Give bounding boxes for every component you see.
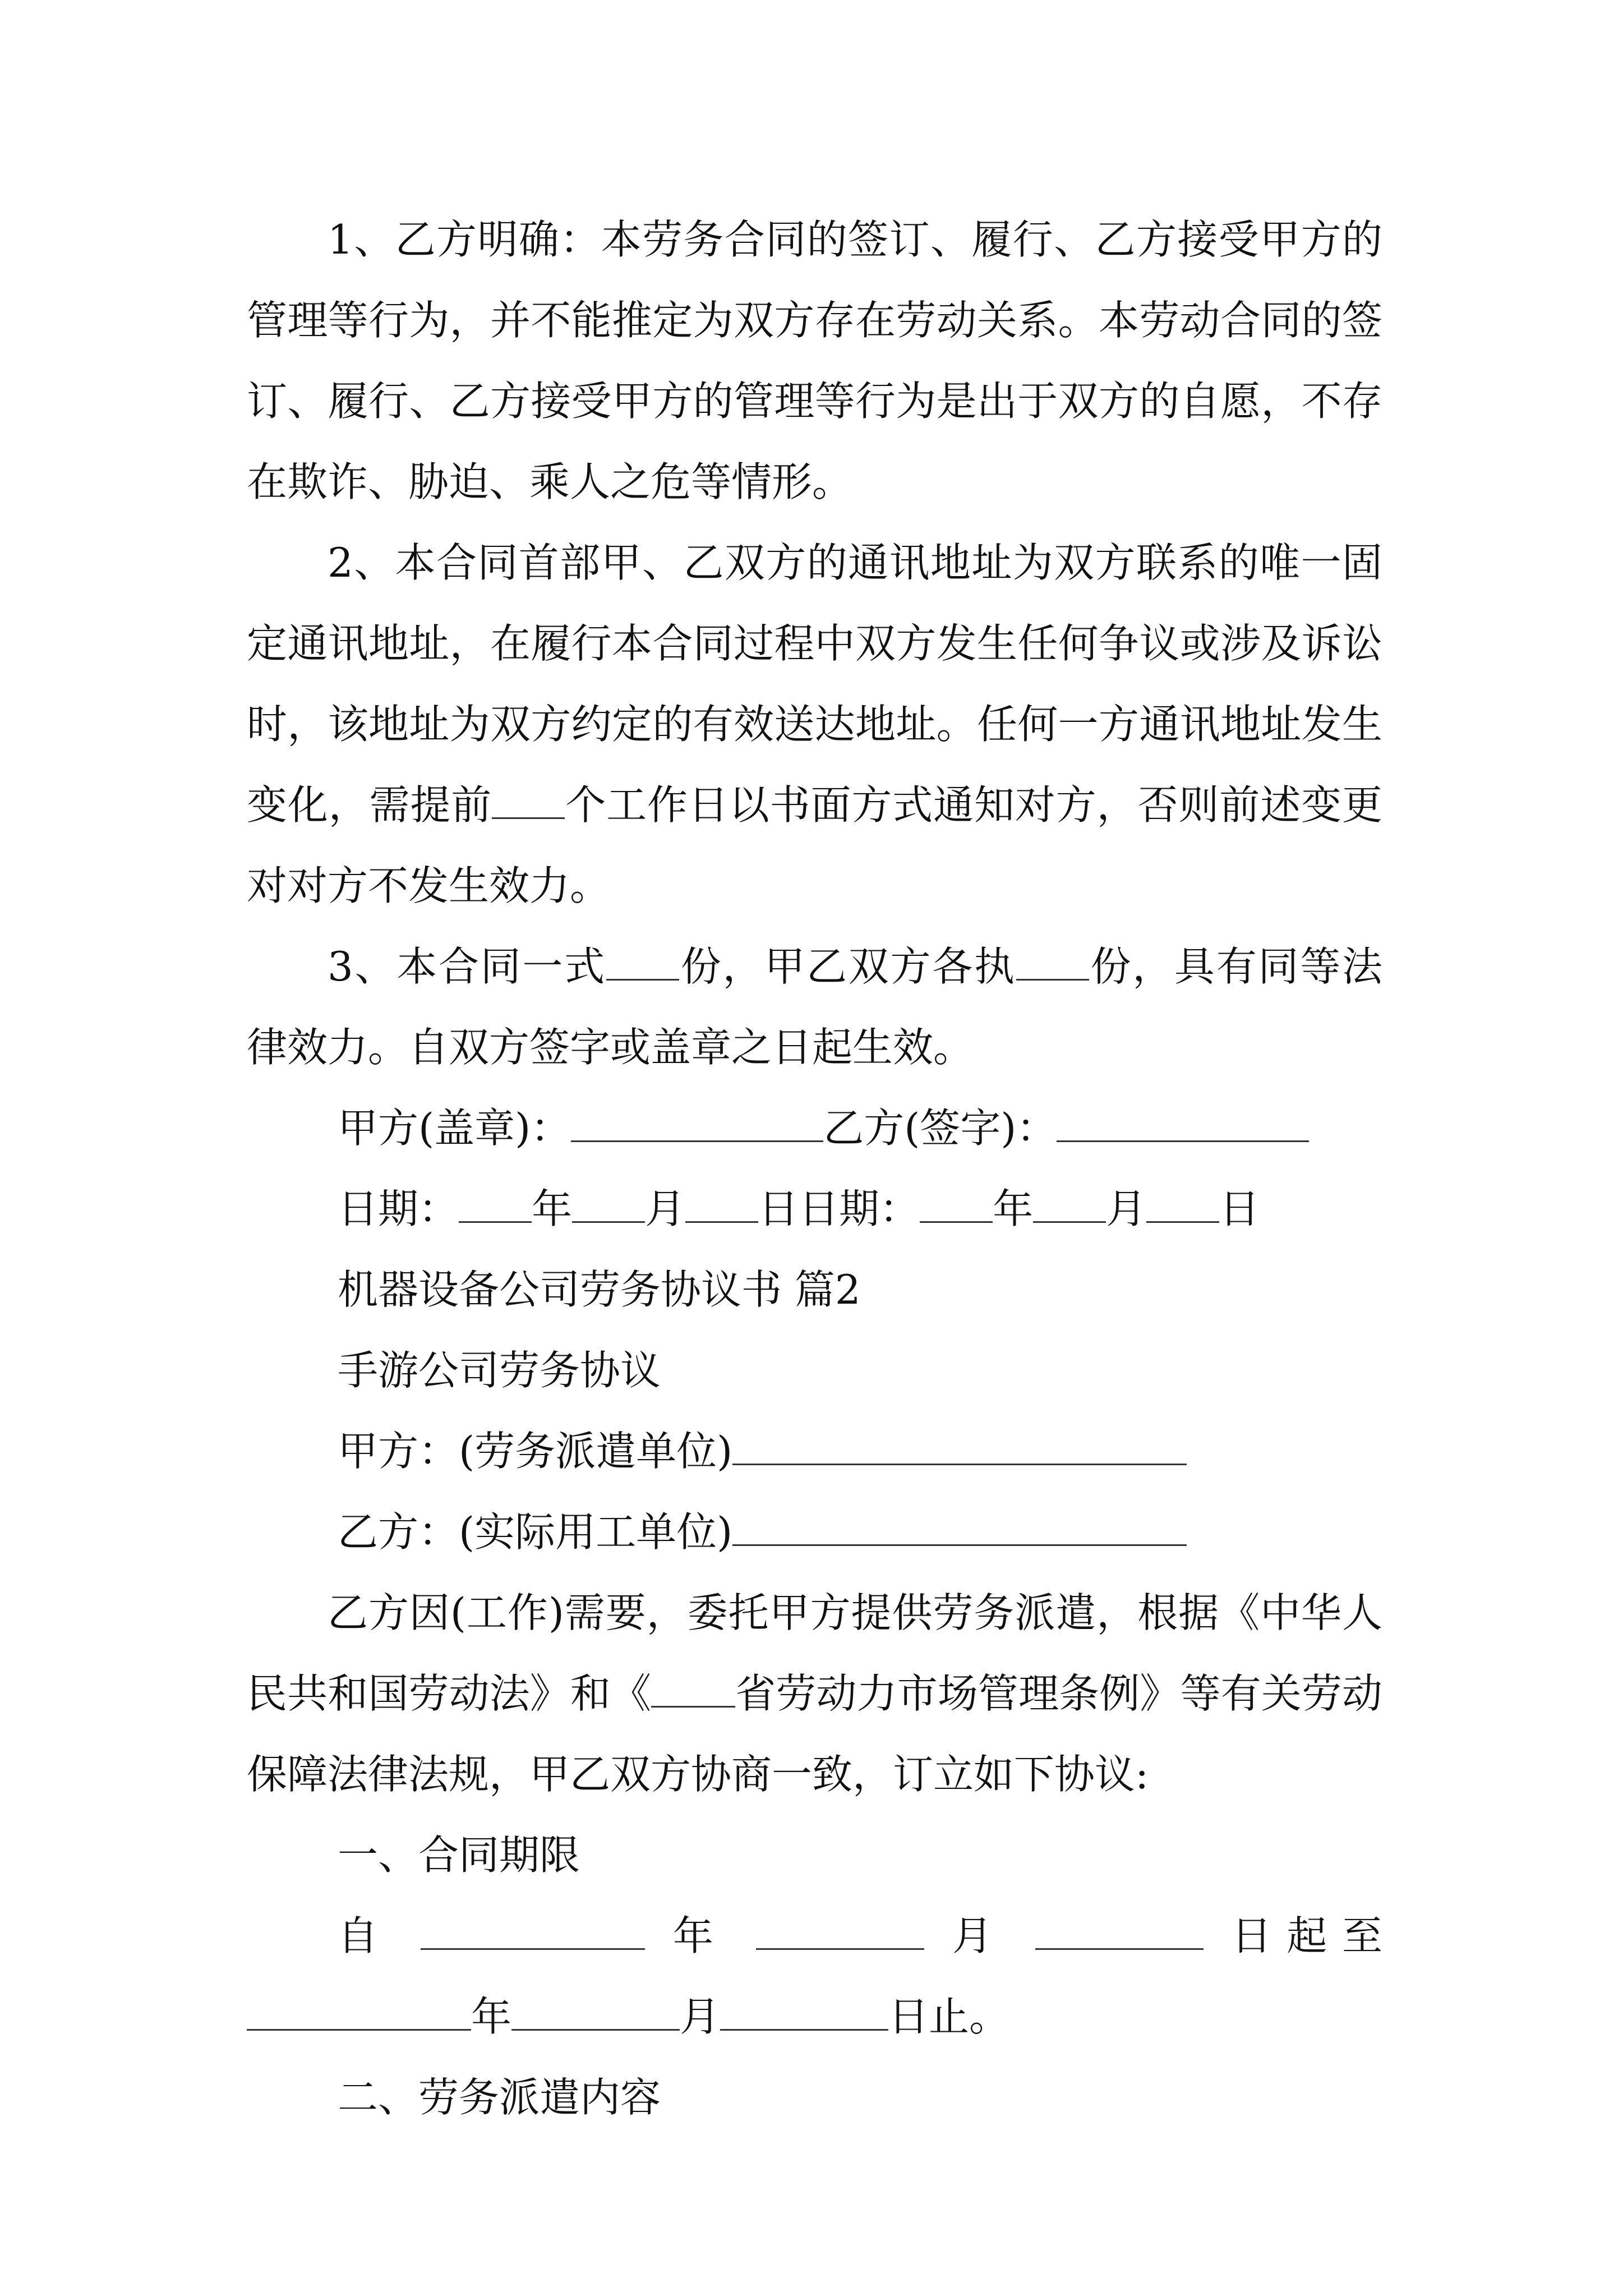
party-a-seal-blank — [571, 1102, 823, 1142]
date-a-month-label: 月 — [645, 1185, 686, 1232]
date-b-day-blank — [1146, 1183, 1219, 1223]
period-end-month-label: 月 — [680, 1993, 721, 2040]
clause-3-text-a: 3、本合同一式 — [328, 943, 607, 990]
clause-3-text-b: 份，甲乙双方各执 — [679, 943, 1016, 990]
period-end-year-blank — [247, 1991, 471, 2031]
period-start-year-label: 年 — [672, 1912, 728, 1959]
clause-2-text-b: 个工作日以书面方式通知对方，否则前述变更对对方不发生效力。 — [247, 781, 1382, 909]
period-from-label: 自 — [338, 1912, 393, 1959]
date-a-month-blank — [572, 1183, 645, 1223]
document-body — [247, 199, 1382, 2138]
clause-3 — [247, 926, 1382, 1088]
intro-text-b: 省劳动力市场管理条例》等有关劳动保障法律法规，甲乙双方协商一致，订立如下协议: — [247, 1670, 1382, 1798]
clause-1-text: 1、乙方明确：本劳务合同的签订、履行、乙方接受甲方的管理等行为，并不能推定为双方存在劳动关系。本劳动合同的签订、履行、乙方接受甲方的管理等行为是出于双方的自愿，不存在欺诈、胁迫、乘人之危等情形。 — [247, 216, 1382, 505]
date-b-year-label: 年 — [993, 1185, 1034, 1232]
period-start-day-blank — [1035, 1910, 1204, 1950]
copies-total-blank — [606, 941, 679, 981]
party-a-name-blank — [732, 1425, 1187, 1465]
date-line — [247, 1168, 1382, 1249]
heading-contract-period: 一、合同期限 — [338, 1832, 580, 1879]
intro-paragraph — [247, 1572, 1382, 1815]
period-end-month-blank — [511, 1991, 680, 2031]
copies-each-blank — [1016, 941, 1089, 981]
clause-2 — [247, 522, 1382, 926]
clause-3-text-c: 份，具有同等法律效力。自双方签字或盖章之日起生效。 — [247, 943, 1382, 1071]
party-b-line — [247, 1492, 1382, 1572]
clause-2-text-a: 2、本合同首部甲、乙双方的通讯地址为双方联系的唯一固定通讯地址，在履行本合同过程中双方发生任何争议或涉及诉讼时，该地址为双方约定的有效送达地址。任何一方通讯地址发生变化，需提前 — [247, 539, 1382, 829]
period-end-year-label: 年 — [471, 1993, 512, 2040]
province-blank — [651, 1668, 735, 1708]
party-a-line — [247, 1411, 1382, 1492]
date-a-day-blank — [685, 1183, 758, 1223]
date-b-month-label: 月 — [1106, 1185, 1147, 1232]
party-a-label: 甲方：(劳务派遣单位) — [338, 1428, 733, 1475]
period-end-day-label: 日止。 — [888, 1993, 1010, 2040]
party-b-label: 乙方：(实际用工单位) — [338, 1508, 733, 1556]
period-end-day-blank — [720, 1991, 888, 2031]
period-end-line — [247, 1976, 1382, 2057]
date-b-year-blank — [920, 1183, 993, 1223]
document-title: 手游公司劳务协议 — [338, 1347, 661, 1394]
signature-line — [247, 1088, 1382, 1168]
date-a-year-blank — [459, 1183, 532, 1223]
party-b-sign-blank — [1057, 1102, 1309, 1142]
period-start-month-blank — [756, 1910, 924, 1950]
date-label-a: 日期： — [338, 1185, 459, 1232]
party-b-sign-label: 乙方(签字)： — [823, 1105, 1057, 1152]
date-b-month-blank — [1033, 1183, 1106, 1223]
date-a-day-label: 日日期： — [758, 1185, 920, 1232]
date-a-year-label: 年 — [532, 1185, 573, 1232]
period-start-day-label: 日起至 — [1231, 1912, 1382, 1959]
party-b-name-blank — [732, 1506, 1187, 1546]
party-a-seal-label: 甲方(盖章)： — [338, 1105, 571, 1152]
notice-days-blank — [492, 779, 565, 819]
intro-text-a: 乙方因(工作)需要，委托甲方提供劳务派遣，根据《中华人民共和国劳动法》和《 — [247, 1589, 1382, 1717]
section-title: 机器设备公司劳务协议书 篇2 — [338, 1266, 861, 1313]
date-b-day-label: 日 — [1219, 1185, 1260, 1232]
clause-1 — [247, 199, 1382, 522]
period-start-line — [247, 1895, 1382, 1976]
period-start-year-blank — [421, 1910, 645, 1950]
heading-dispatch-content: 二、劳务派遣内容 — [338, 2074, 661, 2121]
period-start-month-label: 月 — [952, 1912, 1008, 1959]
